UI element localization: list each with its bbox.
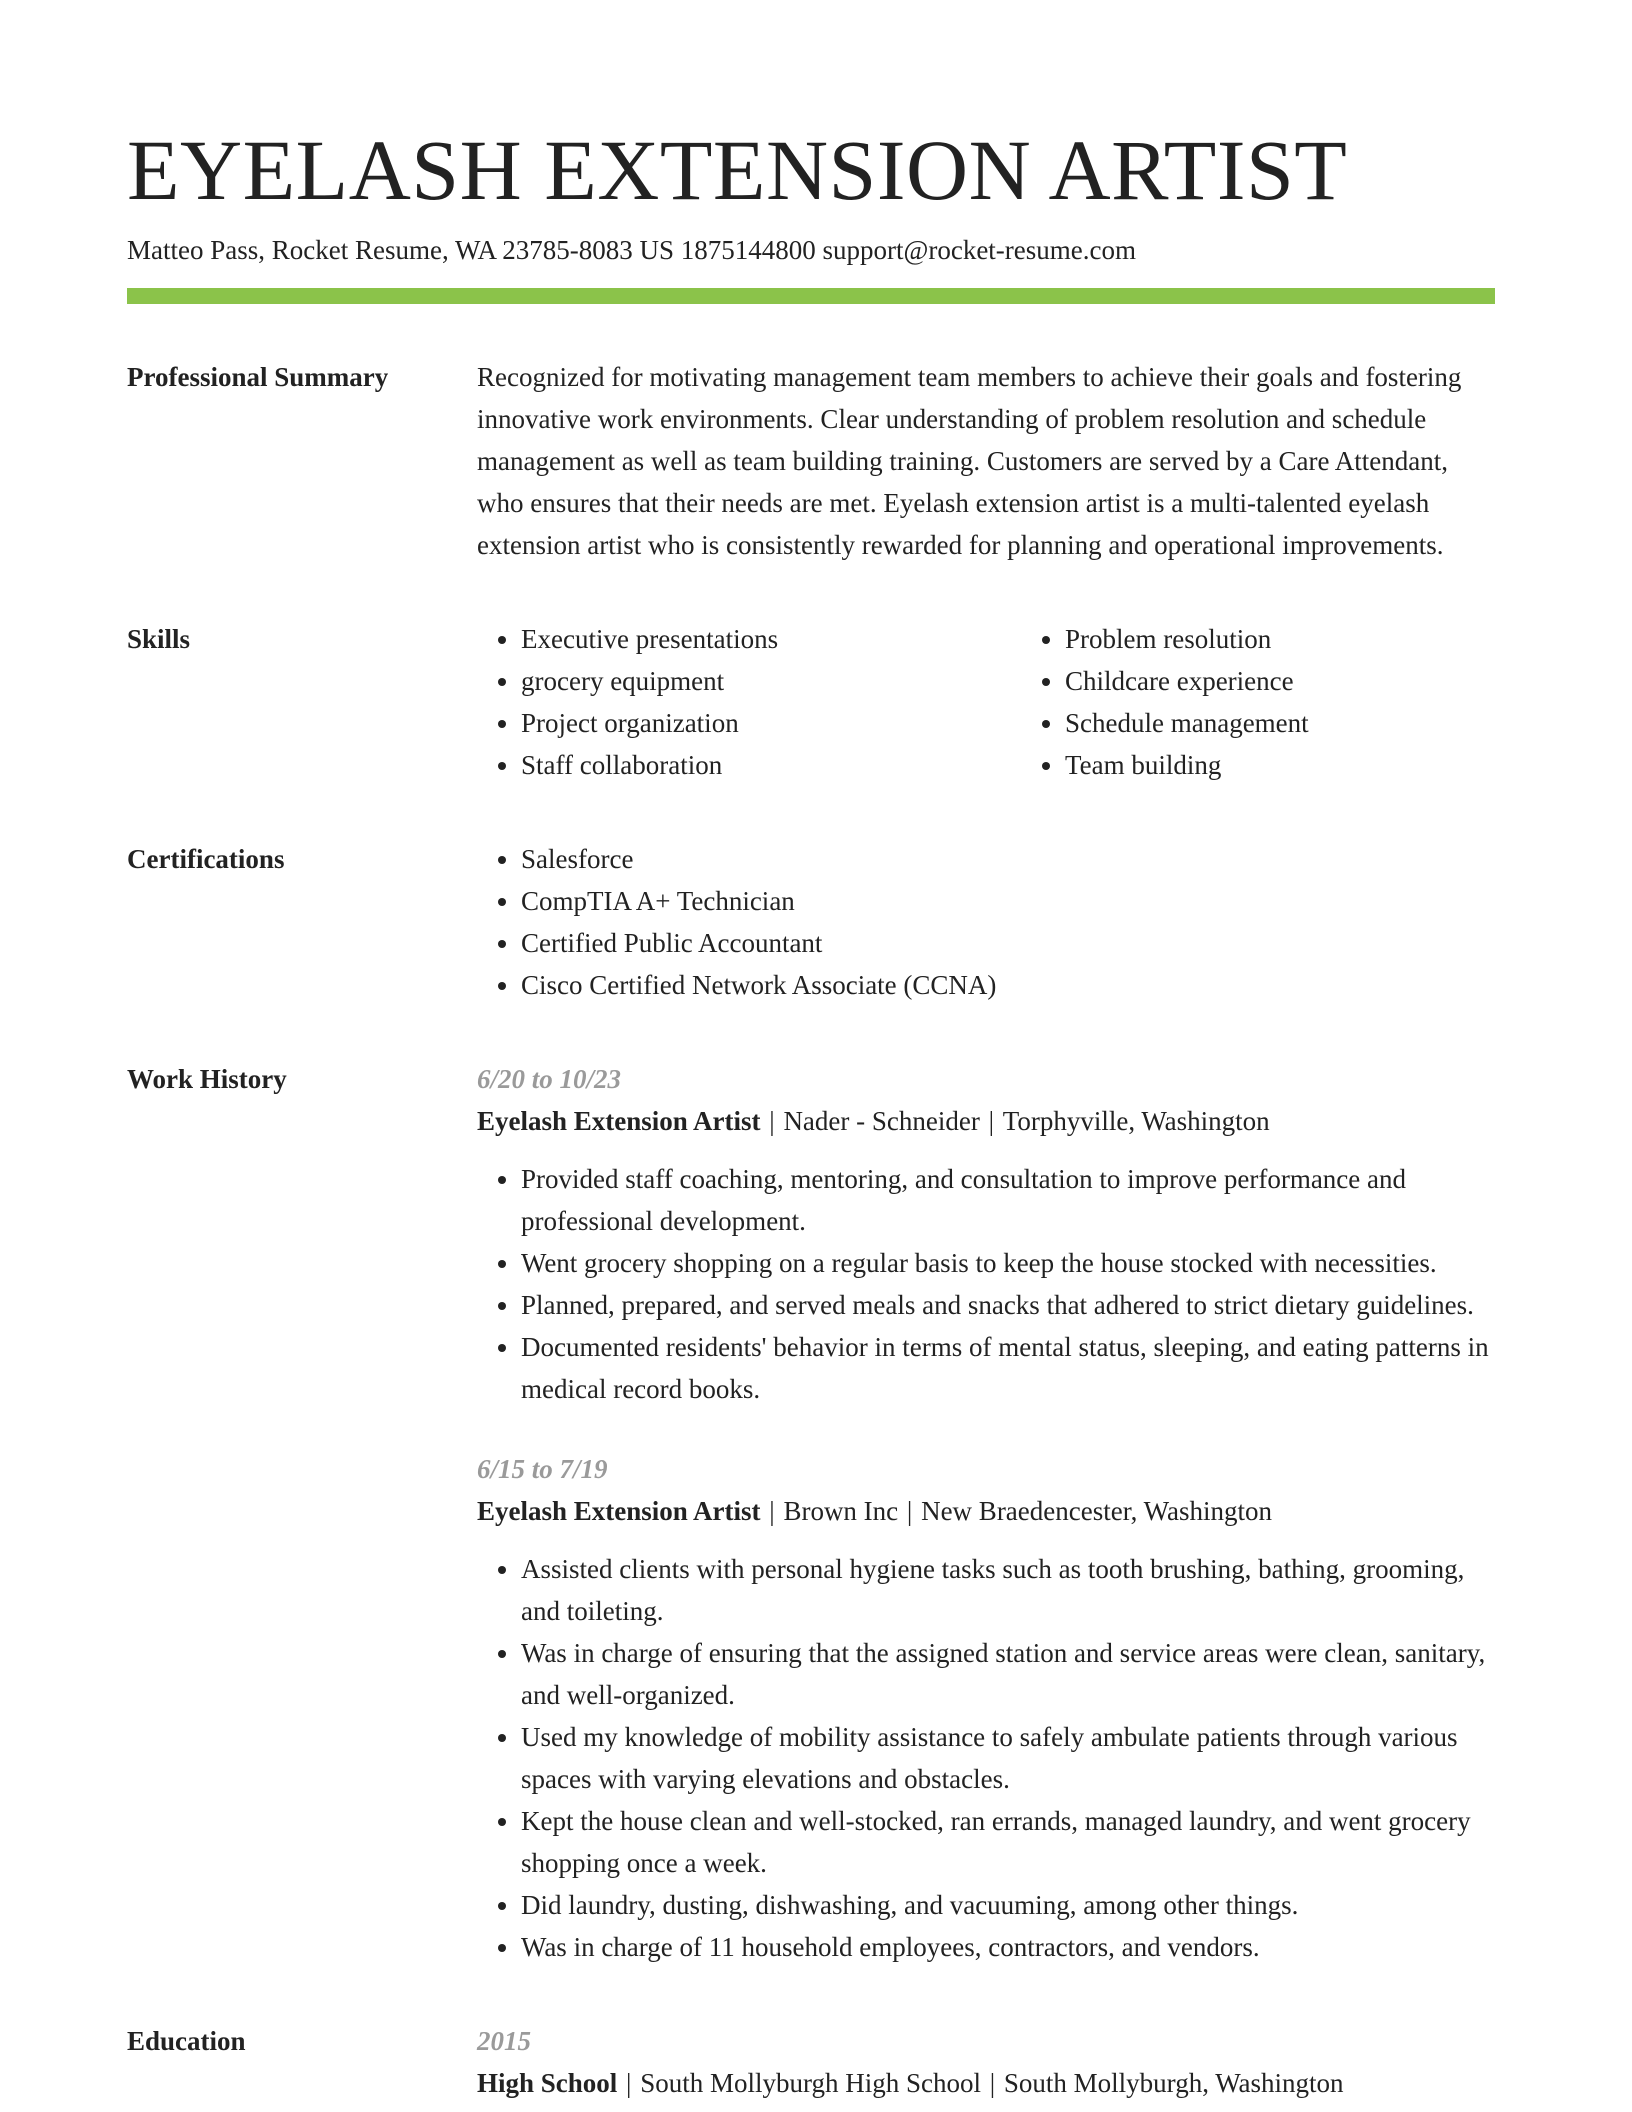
- job-location: Torphyville, Washington: [1002, 1106, 1270, 1136]
- job-bullet: • Kept the house clean and well-stocked, ran errands, managed laundry, and went grocery shopping once a week.: [521, 1800, 1495, 1884]
- job-heading: Eyelash Extension Artist | Nader - Schneider | Torphyville, Washington: [477, 1106, 1270, 1136]
- skill-item: • Project organization: [521, 702, 1021, 744]
- job-entry: [477, 1058, 1495, 1410]
- job-dates: 6/15 to 7/19: [477, 1454, 608, 1484]
- job-heading: Eyelash Extension Artist | Brown Inc | New Braedencester, Washington: [477, 1496, 1272, 1526]
- resume-page: [127, 118, 1495, 2104]
- job-bullet: • Was in charge of 11 household employees, contractors, and vendors.: [521, 1926, 1495, 1968]
- section-label-work: Work History: [127, 1064, 287, 1094]
- skill-item: • Childcare experience: [1065, 660, 1565, 702]
- job-bullets: [477, 1158, 1495, 1410]
- job-bullet: • Used my knowledge of mobility assistance to safely ambulate patients through various spaces with varying elevations and obstacles.: [521, 1716, 1495, 1800]
- work-history-section: [127, 1058, 1495, 1968]
- job-entry: [477, 1448, 1495, 1968]
- job-bullet: • Provided staff coaching, mentoring, and consultation to improve performance and professional development.: [521, 1158, 1495, 1242]
- job-company: Nader - Schneider: [783, 1106, 980, 1136]
- certifications-section: [127, 838, 1495, 1006]
- skill-item: • Team building: [1065, 744, 1565, 786]
- education-school: South Mollyburgh High School: [640, 2068, 981, 2098]
- skill-item: • Problem resolution: [1065, 618, 1565, 660]
- summary-section: [127, 356, 1495, 566]
- job-bullet: • Did laundry, dusting, dishwashing, and vacuuming, among other things.: [521, 1884, 1495, 1926]
- education-degree: High School: [477, 2068, 618, 2098]
- job-bullet: • Went grocery shopping on a regular basis to keep the house stocked with necessities.: [521, 1242, 1495, 1284]
- job-bullet: • Planned, prepared, and served meals and snacks that adhered to strict dietary guidelines.: [521, 1284, 1495, 1326]
- skill-item: • Schedule management: [1065, 702, 1565, 744]
- education-section: [127, 2020, 1495, 2104]
- job-company: Brown Inc: [783, 1496, 899, 1526]
- certification-item: • Salesforce: [521, 838, 1495, 880]
- skill-item: • Executive presentations: [521, 618, 1021, 660]
- certification-item: • CompTIA A+ Technician: [521, 880, 1495, 922]
- job-bullet: • Documented residents' behavior in terms of mental status, sleeping, and eating patterns in medical record books.: [521, 1326, 1495, 1410]
- section-label-education: Education: [127, 2026, 246, 2056]
- certification-item: • Cisco Certified Network Associate (CCNA): [521, 964, 1495, 1006]
- certifications-list: [477, 838, 1495, 1006]
- job-dates: 6/20 to 10/23: [477, 1064, 622, 1094]
- skills-list-right: [1021, 618, 1565, 786]
- accent-divider: [127, 288, 1495, 304]
- job-bullets: [477, 1548, 1495, 1968]
- resume-title: EYELASH EXTENSION ARTIST: [127, 122, 1348, 218]
- skills-list-left: [477, 618, 1021, 786]
- education-heading: High School | South Mollyburgh High School | South Mollyburgh, Washington: [477, 2068, 1344, 2098]
- section-label-summary: Professional Summary: [127, 362, 389, 392]
- certification-item: • Certified Public Accountant: [521, 922, 1495, 964]
- skill-item: • Staff collaboration: [521, 744, 1021, 786]
- skill-item: • grocery equipment: [521, 660, 1021, 702]
- section-label-skills: Skills: [127, 624, 191, 654]
- job-location: New Braedencester, Washington: [921, 1496, 1272, 1526]
- skills-section: [127, 618, 1495, 786]
- job-bullet: • Was in charge of ensuring that the assigned station and service areas were clean, sanitary, and well-organized.: [521, 1632, 1495, 1716]
- section-label-certifications: Certifications: [127, 844, 285, 874]
- education-location: South Mollyburgh, Washington: [1003, 2068, 1344, 2098]
- job-title: Eyelash Extension Artist: [477, 1106, 761, 1136]
- contact-line: Matteo Pass, Rocket Resume, WA 23785-8083 US 1875144800 support@rocket-resume.com: [127, 235, 1136, 265]
- education-year: 2015: [477, 2026, 531, 2056]
- job-bullet: • Assisted clients with personal hygiene tasks such as tooth brushing, bathing, grooming, and toileting.: [521, 1548, 1495, 1632]
- summary-text: Recognized for motivating management team members to achieve their goals and fostering innovative work environments. Clear understanding of problem resolution and schedule management as well as team building training. Customers are served by a Care Attendant, who ensures that their needs are met. Eyelash extension artist is a multi-talented eyelash extension artist who is consistently rewarded for planning and operational improvements.: [477, 362, 1462, 560]
- job-title: Eyelash Extension Artist: [477, 1496, 761, 1526]
